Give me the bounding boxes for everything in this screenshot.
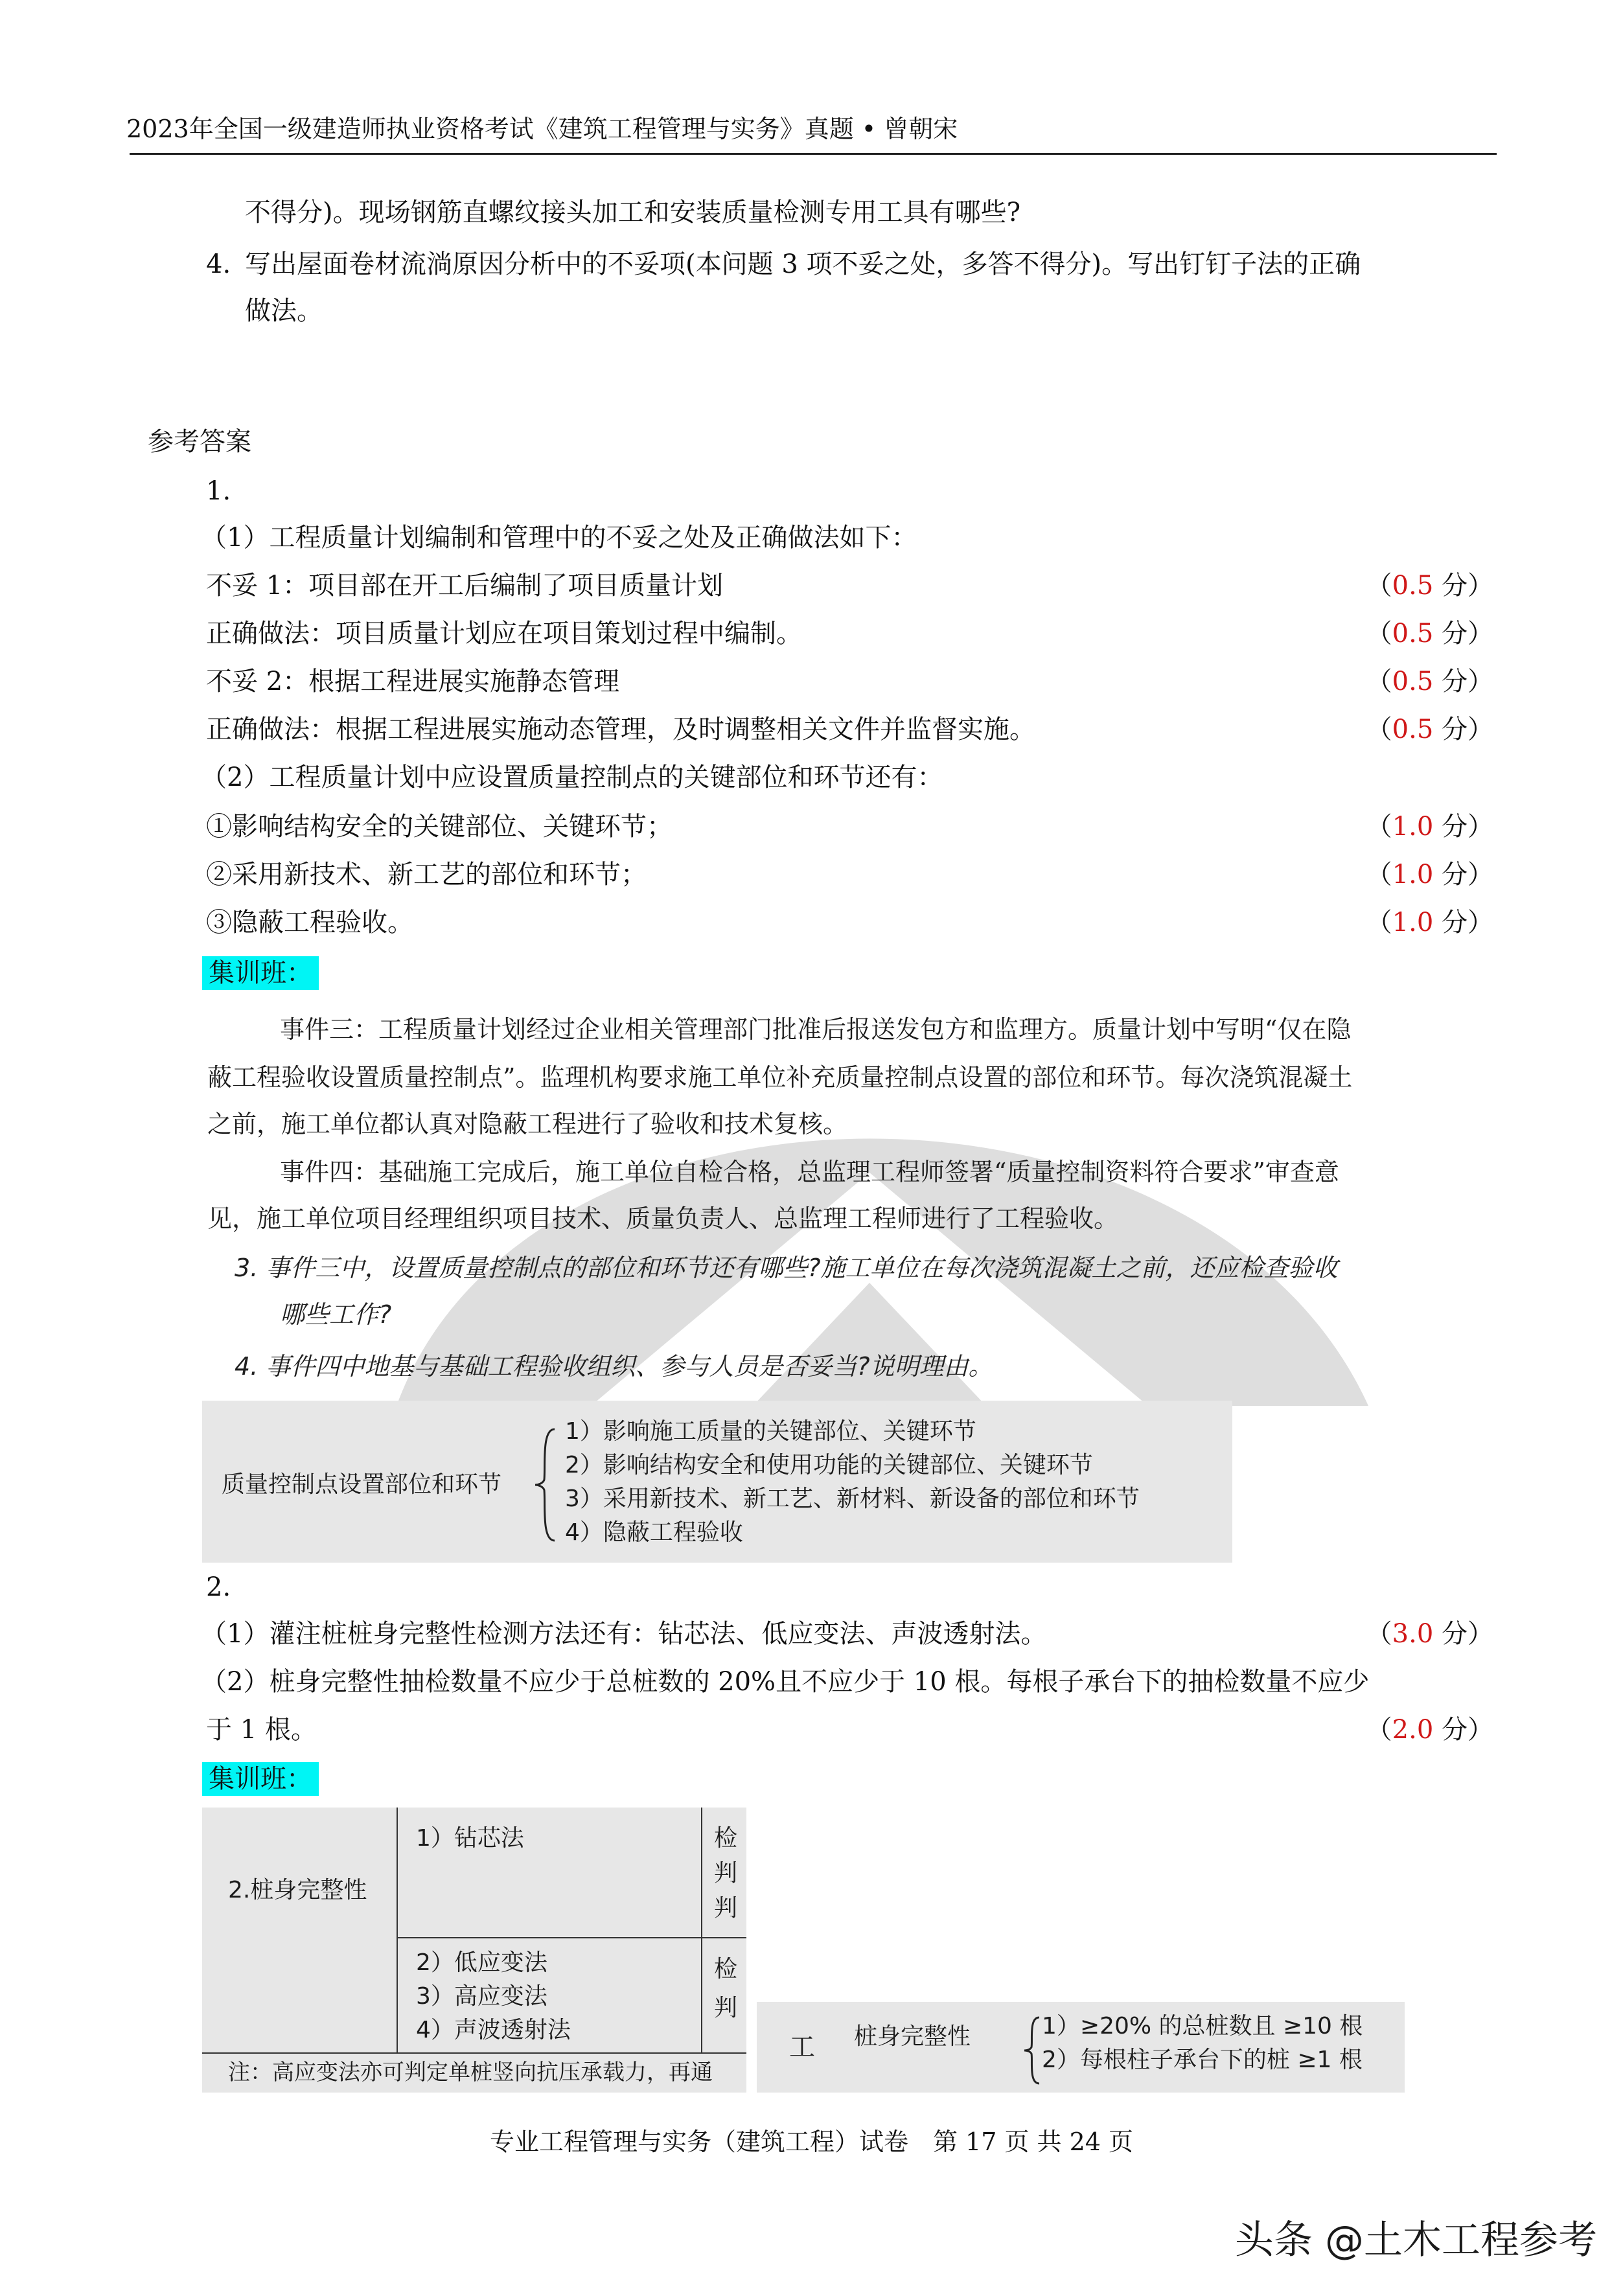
brace-item: 2）影响结构安全和使用功能的关键部位、关键环节 [565,1452,1093,1478]
q4-line1: 写出屋面卷材流淌原因分析中的不妥项(本问题 3 项不妥之处，多答不得分)。写出钉钉子法的正确 [245,249,1361,279]
score-label: （0.5 分） [1366,715,1493,744]
brace2-item: 2）每根柱子承台下的桩 ≥1 根 [1042,2047,1363,2073]
seal-watermark-graphic [202,998,1540,1406]
table-cell: 3）高应变法 [416,1983,547,2010]
quality-control-point-summary [202,1401,1232,1563]
score-label: （2.0 分） [1366,1715,1493,1745]
scanned-exam-excerpt [202,998,1540,1406]
score-label: （3.0 分） [1366,1619,1493,1649]
page-header-title: 2023年全国一级建造师执业资格考试《建筑工程管理与实务》真题 • 曾朝宋 [126,115,958,143]
brace2-item: 1）≥20% 的总桩数且 ≥10 根 [1042,2013,1363,2039]
answer1-row: 不妥 1：项目部在开工后编制了项目质量计划 [206,571,724,601]
table-cell-cut: 检 [714,1825,738,1852]
pile-integrity-table [202,1808,746,2093]
training-label-highlight: 集训班： [202,956,319,990]
answer1-row: 正确做法：项目质量计划应在项目策划过程中编制。 [206,619,802,649]
answer2-part1: （1）灌注桩桩身完整性检测方法还有：钻芯法、低应变法、声波透射法。 [201,1619,1047,1649]
scan-line: 事件四：基础施工完成后，施工单位自检合格，总监理工程师签署“质量控制资料符合要求”审查意 [280,1158,1339,1186]
answer1-keypoint: ③隐蔽工程验收。 [206,908,413,937]
page-footer: 专业工程管理与实务（建筑工程）试卷 第 17 页 共 24 页 [489,2128,1134,2156]
answer1-keypoint: ①影响结构安全的关键部位、关键环节； [206,812,673,842]
source-watermark [1235,2209,1597,2265]
table-divider [202,2052,746,2054]
handwritten-question: 3. 事件三中，设置质量控制点的部位和环节还有哪些?施工单位在每次浇筑混凝土之前，还应检查验收 [235,1254,1338,1282]
table-cell: 4）声波透射法 [416,2017,571,2043]
table-cell: 2）低应变法 [416,1949,547,1976]
score-label: （0.5 分） [1366,667,1493,696]
table-divider [397,1808,398,2054]
score-label: （1.0 分） [1366,812,1493,842]
handwritten-question: 哪些工作? [280,1300,392,1329]
brace2-label: 桩身完整性 [854,2023,971,2050]
table-cell-cut: 检 [714,1956,738,1982]
score-label: （1.0 分） [1366,908,1493,937]
table-cell-cut: 判 [714,1860,738,1887]
table-row-label: 2.桩身完整性 [228,1877,367,1903]
brace-label: 质量控制点设置部位和环节 [222,1471,502,1498]
scan-line: 之前，施工单位都认真对隐蔽工程进行了验收和技术复核。 [207,1110,848,1138]
score-label: （0.5 分） [1366,619,1493,649]
handwritten-question: 4. 事件四中地基与基础工程验收组织、参与人员是否妥当?说明理由。 [235,1352,993,1381]
scan-line: 见，施工单位项目经理组织项目技术、质量负责人、总监理工程师进行了工程验收。 [207,1204,1119,1233]
table-note: 注：高应变法亦可判定单桩竖向抗压承载力，再通 [228,2060,713,2085]
score-label: （0.5 分） [1366,571,1493,601]
q3-tail: 不得分)。现场钢筋直螺纹接头加工和安装质量检测专用工具有哪些? [245,198,1021,227]
answer-heading: 参考答案 [148,427,251,457]
answer2-part2-line2: 于 1 根。 [206,1715,317,1745]
scan-line: 事件三：工程质量计划经过企业相关管理部门批准后报送发包方和监理方。质量计划中写明“仅在隐 [280,1015,1352,1044]
answer1-part1-intro: （1）工程质量计划编制和管理中的不妥之处及正确做法如下： [201,523,917,553]
header-rule [130,153,1497,155]
answer1-part2-intro: （2）工程质量计划中应设置质量控制点的关键部位和环节还有： [201,763,943,792]
table-cell: 1）钻芯法 [416,1825,524,1852]
table-cell-cut: 判 [714,1995,738,2021]
left-brace-icon [533,1427,558,1543]
answer1-number: 1. [206,476,231,506]
score-label: （1.0 分） [1366,860,1493,890]
answer2-number: 2. [206,1572,231,1602]
answer1-row: 不妥 2：根据工程进展实施静态管理 [206,667,620,696]
brace2-left-char: 工 [789,2032,815,2062]
q4-line2: 做法。 [245,296,323,326]
answer2-part2-line1: （2）桩身完整性抽检数量不应少于总桩数的 20%且不应少于 10 根。每根子承台下的抽检数量不应少 [201,1667,1370,1697]
table-divider [397,1937,746,1938]
answer1-keypoint: ②采用新技术、新工艺的部位和环节； [206,860,647,890]
table-cell-cut: 判 [714,1895,738,1922]
brace-item: 1）影响施工质量的关键部位、关键环节 [565,1418,976,1445]
q4-number: 4. [206,249,231,279]
left-brace-icon [1022,2015,1042,2086]
watermark-text: 头条 @土木工程参考 [1234,2218,1597,2263]
answer1-row: 正确做法：根据工程进展实施动态管理，及时调整相关文件并监督实施。 [206,715,1035,744]
brace-item: 3）采用新技术、新工艺、新材料、新设备的部位和环节 [565,1486,1140,1512]
brace-item: 4）隐蔽工程验收 [565,1519,743,1546]
scan-line: 蔽工程验收设置质量控制点”。监理机构要求施工单位补充质量控制点设置的部位和环节。每次浇筑混凝土 [207,1063,1353,1092]
pile-integrity-summary [757,2002,1405,2093]
training-label-highlight: 集训班： [202,1762,319,1796]
table-divider [701,1808,702,2054]
